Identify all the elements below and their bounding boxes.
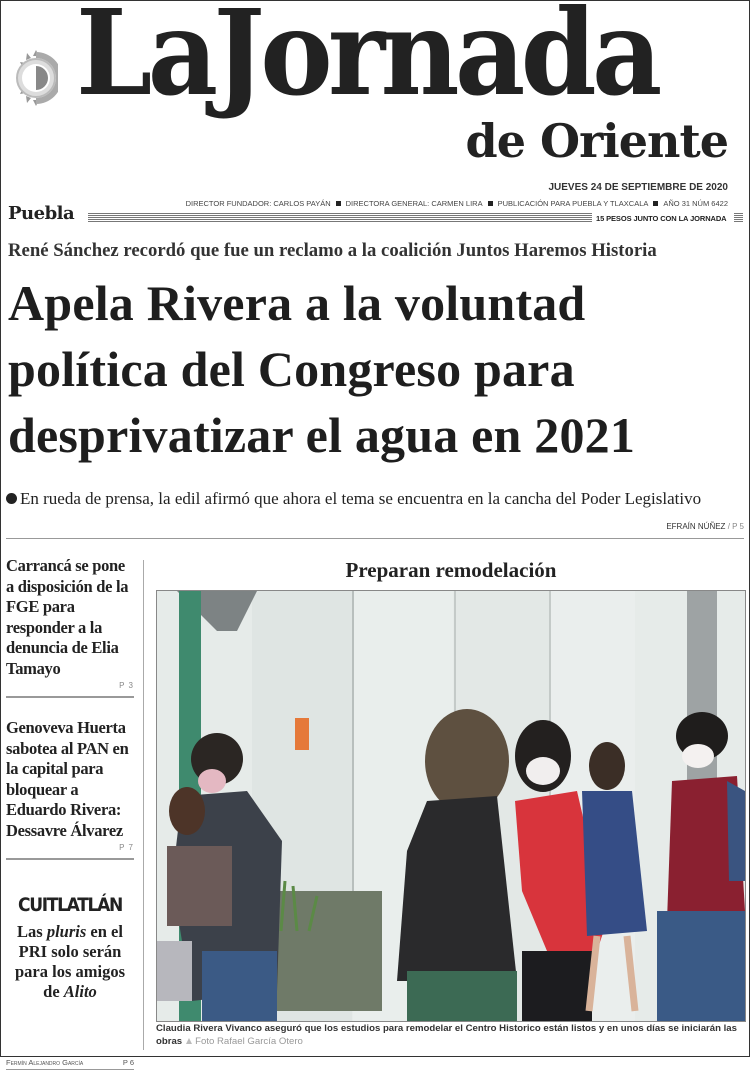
edition-label: Puebla	[8, 203, 75, 224]
separator-square	[336, 201, 341, 206]
masthead-rule	[88, 213, 592, 222]
brief-headline[interactable]: Carrancá se pone a disposición de la FGE para responder a la denuncia de Elia Tamayo	[6, 556, 129, 678]
photo-story-title[interactable]: Preparan remodelación	[345, 558, 557, 582]
newspaper-title: LaJornada	[76, 0, 658, 122]
separator-square	[488, 201, 493, 206]
column-name: CUITLATLÁN	[18, 894, 122, 916]
camera-triangle-icon	[186, 1038, 192, 1044]
newspaper-subtitle: de Oriente	[465, 114, 728, 168]
column-headline-italic: Alito	[63, 982, 97, 1001]
sun-gear-icon	[14, 46, 58, 110]
bullet-icon	[6, 493, 17, 504]
lead-summary	[6, 489, 701, 509]
divider	[6, 538, 744, 539]
divider	[6, 696, 134, 698]
divider	[6, 858, 134, 860]
caption-text: Claudia Rivera Vivanco aseguró que los estudios para remodelar el Centro Historico están listos y en unos días se iniciarán las obras	[156, 1023, 737, 1047]
credit-publication: PUBLICACIÓN PARA PUEBLA Y TLAXCALA	[497, 199, 649, 208]
brief-page: P 7	[119, 843, 134, 852]
column-page: P 6	[122, 1058, 134, 1067]
column-headline-text: Las	[17, 922, 47, 941]
masthead-rule-end	[734, 213, 743, 222]
brief-item[interactable]	[6, 718, 134, 870]
photo-illustration	[157, 591, 745, 1021]
lead-headline[interactable]: Apela Rivera a la voluntad política del Congreso para desprivatizar el agua en 2021	[8, 275, 636, 463]
photo-caption	[156, 1022, 746, 1048]
column-headline-italic: pluris	[46, 922, 87, 941]
byline-page: / P 5	[727, 522, 744, 531]
column-footer	[6, 1058, 134, 1067]
brief-page: P 3	[119, 681, 134, 690]
credit-director: DIRECTORA GENERAL: CARMEN LIRA	[345, 199, 483, 208]
column-headline-text: en el PRI solo serán para los amigos de	[14, 922, 125, 1001]
photo-credit: Foto Rafael García Otero	[195, 1036, 303, 1047]
opinion-column[interactable]	[6, 894, 134, 1067]
column-author: Fermín Alejandro García	[6, 1058, 84, 1067]
news-photo[interactable]	[156, 590, 746, 1022]
brief-headline[interactable]: Genoveva Huerta sabotea al PAN en la capital para bloquear a Eduardo Rivera: Dessavre Álvarez	[6, 718, 129, 840]
lead-byline	[666, 522, 744, 531]
credit-founder: DIRECTOR FUNDADOR: CARLOS PAYÁN	[185, 199, 331, 208]
column-divider	[143, 560, 144, 1050]
lead-summary-text: En rueda de prensa, la edil afirmó que ahora el tema se encuentra en la cancha del Poder Legislativo	[20, 489, 702, 508]
masthead-credits	[186, 199, 728, 208]
byline-author: EFRAÍN NÚÑEZ	[666, 522, 726, 531]
separator-square	[653, 201, 658, 206]
credit-issue-number: AÑO 31 NÚM 6422	[663, 199, 728, 208]
issue-date: JUEVES 24 DE SEPTIEMBRE DE 2020	[548, 182, 728, 193]
column-headline[interactable]	[6, 922, 134, 1002]
lead-kicker: René Sánchez recordó que fue un reclamo a la coalición Juntos Haremos Historia	[8, 240, 657, 261]
price-label: 15 PESOS JUNTO CON LA JORNADA	[596, 214, 727, 223]
brief-item[interactable]	[6, 556, 134, 708]
